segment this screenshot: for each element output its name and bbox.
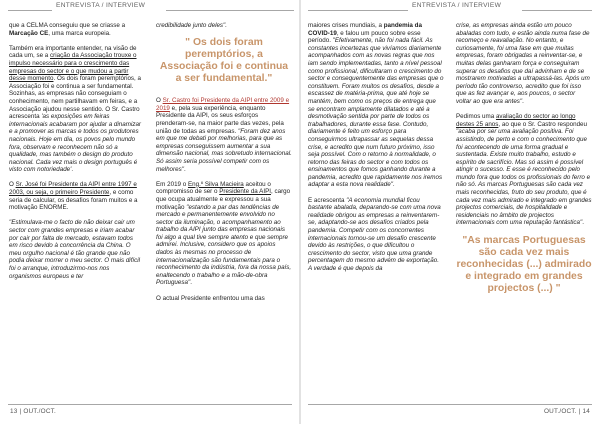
header-rule-left xyxy=(308,10,408,11)
text: O xyxy=(9,181,16,189)
quoted-text: "Estimulava-me o facto de não deixar cair um sector com grandes empresas e iriam acabar por cair por falta de mercado, estavam todos em risco devido à concorrência da China. O meu orgulho nacional é tão grande que não podia deixar morrer o meu sector. O mais difícil foi o arranque, introduzirmo-nos nos organismos europeus e ter xyxy=(9,219,141,280)
underlined-text: avaliação do sector ao longo destes 25 anos xyxy=(456,113,576,128)
underlined-text: Eng.º Silva Macieira xyxy=(187,180,244,188)
text: . Os dois foram peremptórios, a Associação foi e continua a ser fundamental. Sozinhas, as empresas não conseguiam o conhecimento, nem partilhavam em feiras, e a Associação ajudou nesse sentido. O Sr. Castro acrescenta xyxy=(9,75,142,121)
pull-quote: "As marcas Portuguesas são cada vez mais reconhecidas (...) admirado e integrado em grandes projectos (...) " xyxy=(456,235,592,295)
quoted-text: "estando a par das tendências de mercado e permanentemente envolvido no sector da iluminação, o acompanhamento ao trabalho da AIPI junto das empresas nacionais foi algo a qual tive sempre atento e que sempre admirei. Inclusive, considero que os apoios dados às mesmas no processo de internacionalização são fundamentais para o reconhecimento da indústria, fora da nossa país, enaltecendo o trabalho e a mão-de-obra Portuguesa" xyxy=(156,203,292,287)
quoted-text: crise, as empresas ainda estão um pouco abaladas com tudo, e estão ainda numa fase de recomeço e reavaliação. No entanto, e curiosamente, foi uma fase em que muitas empresas, foram obrigadas a reinventar-se, e muitas delas ganharam força e conseguiram superar os desafios que daí advinham e de se mostrarem motivadas a ultrapassá-las. Após um período tão controverso, acredito que foi isso que as fez avançar e, aos poucos, o sector voltar ao que era antes" xyxy=(456,22,590,105)
footer-rule xyxy=(8,404,292,405)
paragraph: O actual Presidente enfrentou uma das xyxy=(156,294,265,302)
header-rule-right xyxy=(166,10,294,11)
page-number: OUT./OCT. | 14 xyxy=(543,408,590,415)
left-page-column-1 xyxy=(9,22,143,288)
text: . xyxy=(71,166,74,174)
header-rule-left xyxy=(8,10,52,11)
text: , ao que o Sr. Castro respondeu xyxy=(498,120,588,128)
left-page-column-2 xyxy=(156,22,292,310)
underlined-text: Sr. Castro foi Presidente da AIPI entre 2009 e 2019 xyxy=(156,97,290,112)
underlined-text: Presidente da AIPI xyxy=(219,188,271,196)
text: , e como seria de calcular, os desafios foram muitos e a motivação ENORME. xyxy=(9,189,138,212)
paragraph xyxy=(9,45,143,174)
text: , e falou um pouco sobre esse período. xyxy=(308,29,421,45)
paragraph xyxy=(9,181,143,211)
paragraph xyxy=(456,22,592,106)
paragraph xyxy=(9,22,143,37)
text: , cargo que ocupa atualmente e expressou a sua motivação xyxy=(156,188,291,211)
text: . xyxy=(190,279,192,287)
bold-text: pandemia da COVID-19 xyxy=(308,22,422,37)
text: . xyxy=(183,165,186,173)
text: e, pela sua experiência, enquanto Presidente da AIPI, os seus esforços prenderam-se, na maior parte das vezes, pela união de todas as empresas. xyxy=(156,104,284,135)
text: O xyxy=(156,97,163,105)
pull-quote: " Os dois foram peremptórios, a Associação foi e continua a ser fundamental." xyxy=(159,37,289,85)
header-section-label: ENTREVISTA / INTERVIEW xyxy=(56,2,146,9)
paragraph xyxy=(156,181,292,287)
right-page-column-1 xyxy=(308,22,444,280)
quoted-text: "A economia mundial ficou bastante abalada, deparando-se com uma nova realidade obrigou as empresas a reinventarem-se, adaptando-se aos desafios criados pela pandemia. Competir com os concorrentes internacionais tornou-se um desafio crescente devido às restrições, o que dificultou o crescimento do sector, visto que uma grande percentagem do mesmo advém de exportação. A verdade é que depois da xyxy=(308,196,441,272)
quoted-text: "Efetivamente, não foi nada fácil. As constantes incertezas que vivíamos diariamente acompanhados com as novas regras que nos iam sendo implementadas, tanto a nível pessoal como profissional, dificultaram o crescimento do sector e consequentemente das empresas que o constituem. Foram muitos os desafios, desde a escassez de matéria-prima, que até hoje se mantém, bem como os preços de entrega que se encontram amplamente dilatados e até a desmotivação sentida por parte de todos os trabalhadores, durante essa fase. Contudo, diariamente é feito um esforço para conseguirmos ultrapassar as sequelas dessa crise, e acredito que num futuro próximo, isso seja possível. Com o retorno à normalidade, o retorno das feiras do sector e com todos os ensinamentos que fomos ganhando durante a pandemia, acredito que rapidamente nos iremos adaptar a esta nova realidade" xyxy=(308,37,444,189)
text: E acrescenta xyxy=(308,196,347,204)
header-rule-right xyxy=(522,10,592,11)
text: maiores crises mundiais, a xyxy=(308,22,384,29)
paragraph xyxy=(9,219,143,280)
paragraph xyxy=(156,97,292,173)
header-section-label: ENTREVISTA / INTERVIEW xyxy=(412,2,502,9)
text: Também era importante entender, na visão de cada um, se a xyxy=(9,44,137,60)
right-page-column-2 xyxy=(456,22,592,295)
page-number: 13 | OUT./OCT. xyxy=(10,408,57,415)
text: Pedimos uma xyxy=(456,113,496,121)
text: aceitou o compromisso de ser o xyxy=(156,180,271,196)
paragraph xyxy=(456,113,592,227)
quoted-text: 'as exposições em feiras internacionais acabaram por ajudar a dinamizar e a promover as marcas e todos os produtores nacionais. Hoje em dia, os povos pelo mundo fora, observam e reconhecem não só a qualidade, mas também o design do produto nacional. Cada vez mais o design português é visto com notoriedade' xyxy=(9,113,142,174)
quoted-text: "acaba por ser uma avaliação positiva. Foi assistindo, de perto e com o conhecimento que foi acontecendo de uma forma gradual e sustentada. Existe muito trabalho, estudo e espírito de sacrifício. Mas só assim é possível atingir o sucesso. E esse é reconhecido pelo mundo fora que todos os profissionais do ferro e não só. As marcas Portuguesas são cada vez mais reconhecidas, fruto do seu produto, que é cada vez mais admirado e integrado em grandes projectos comerciais, de hospitalidade e residenciais no âmbito de projectos internacionais com uma reputação fantástica" xyxy=(456,128,592,227)
text: . xyxy=(522,97,524,105)
text: que a CELMA conseguiu que se criasse a xyxy=(9,22,126,29)
text: Em 2019 o xyxy=(156,180,188,188)
underlined-text: Sr. José foi Presidente da AIPI entre 1997 e 2003, ou seja, o primeiro Presidente xyxy=(9,181,137,197)
paragraph xyxy=(308,22,444,189)
paragraph xyxy=(308,197,444,273)
paragraph: credibilidade junto deles". xyxy=(156,22,228,29)
text: . xyxy=(582,219,584,227)
footer-rule xyxy=(308,404,592,405)
text: . xyxy=(392,181,395,189)
right-page xyxy=(300,0,600,424)
underlined-text: criação da Associação trouxe o impulso necessário para o crescimento das empresas do sector e o que mudou a partir desse momento xyxy=(9,52,137,83)
quoted-text: "Foram dez anos em que me debati por melhorias, para que as empresas conseguissem aumentar a sua dimensão nacional, mas sobretudo internacional. Só assim seria possível competir com os melhores" xyxy=(156,127,292,173)
text: , uma marca europeia. xyxy=(48,29,111,37)
bold-text: Marcação CE xyxy=(9,29,49,37)
